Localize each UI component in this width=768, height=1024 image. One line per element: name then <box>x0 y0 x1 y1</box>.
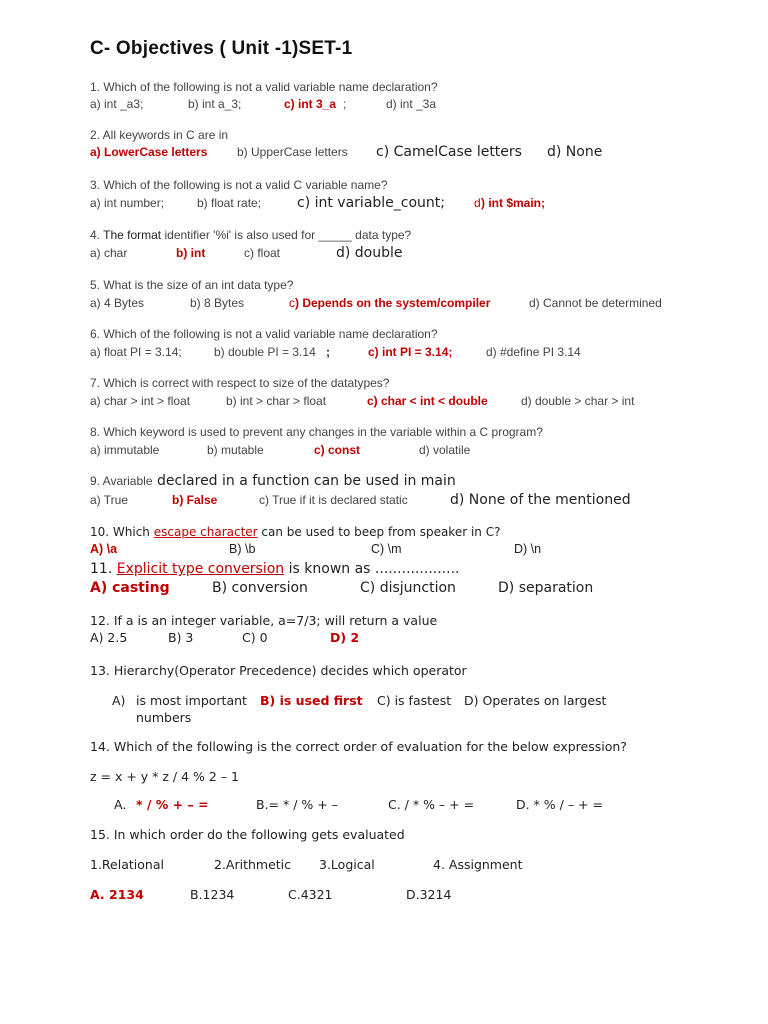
options-3 <box>90 196 730 214</box>
question-10-start: 10. Which <box>90 525 154 539</box>
options-10 <box>90 542 730 560</box>
option-7b: b) int > char > float <box>226 394 327 408</box>
option-2b: b) UpperCase letters <box>237 145 348 159</box>
escape-character-link[interactable]: escape character <box>153 525 258 539</box>
option-4c: c) float <box>244 246 281 260</box>
option-15c: C.4321 <box>288 887 333 902</box>
option-8d: d) volatile <box>419 443 471 457</box>
item-relational: 1.Relational <box>90 857 164 872</box>
option-7c-answer: c) char < int < double <box>367 394 488 408</box>
options-15 <box>90 887 730 905</box>
option-9a: a) True <box>90 493 129 507</box>
option-15a-answer: A. 2134 <box>90 887 144 902</box>
question-4-emphasis: The format <box>103 228 162 242</box>
question-14: 14. Which of the following is the correct order of evaluation for the below expression? <box>90 739 627 754</box>
option-13b-answer: B) is used first <box>260 693 363 708</box>
option-3d-answer: ) int $main; <box>481 196 546 210</box>
question-4-rest: identifier '%i' is also used for _____ data type? <box>161 228 412 242</box>
options-4 <box>90 246 730 264</box>
option-5b: b) 8 Bytes <box>190 296 245 310</box>
options-2 <box>90 145 730 163</box>
option-11b: B) conversion <box>212 580 308 596</box>
item-arithmetic: 2.Arithmetic <box>214 857 292 872</box>
question-7: 7. Which is correct with respect to size of the datatypes? <box>90 376 390 390</box>
option-5d: d) Cannot be determined <box>529 296 662 310</box>
option-1b: b) int a_3; <box>188 97 242 111</box>
option-6a: a) float PI = 3.14; <box>90 345 182 359</box>
question-9-rest: declared in a function can be used in main <box>152 473 456 489</box>
option-6d: d) #define PI 3.14 <box>486 345 581 359</box>
options-7 <box>90 394 730 412</box>
option-12b: B) 3 <box>168 630 194 645</box>
question-3: 3. Which of the following is not a valid C variable name? <box>90 178 388 192</box>
question-15: 15. In which order do the following gets evaluated <box>90 827 405 842</box>
option-3a: a) int number; <box>90 196 165 210</box>
options-9 <box>90 493 730 511</box>
options-8 <box>90 443 730 461</box>
option-2a-answer: a) LowerCase letters <box>90 145 208 159</box>
options-1 <box>90 97 730 115</box>
option-7d: d) double > char > int <box>521 394 635 408</box>
option-14a-answer: * / % + – = <box>136 797 209 812</box>
options-6 <box>90 345 730 363</box>
question-13: 13. Hierarchy(Operator Precedence) decides which operator <box>90 663 467 678</box>
options-12 <box>90 630 730 648</box>
option-9b-answer: b) False <box>172 493 218 507</box>
option-9d: d) None of the mentioned <box>450 492 631 508</box>
question-9 <box>90 473 456 489</box>
option-5c-answer: ) Depends on the system/compiler <box>295 296 491 310</box>
option-4d: d) double <box>336 245 403 261</box>
option-6c-answer: c) int PI = 3.14; <box>368 345 453 359</box>
options-14 <box>90 797 730 815</box>
option-8c-answer: c) const <box>314 443 361 457</box>
option-12d-answer: D) 2 <box>330 630 360 645</box>
option-10c: C) \m <box>371 542 402 556</box>
question-9-word: variable <box>110 474 153 488</box>
option-5c-prefix: c <box>289 296 295 310</box>
items-15 <box>90 857 730 875</box>
option-11c: C) disjunction <box>360 580 456 596</box>
option-11d: D) separation <box>498 580 594 596</box>
option-12c: C) 0 <box>242 630 268 645</box>
options-11 <box>90 580 730 598</box>
option-14b: B.= * / % + – <box>256 797 338 812</box>
page-title: C- Objectives ( Unit -1)SET-1 <box>90 38 353 59</box>
option-9c: c) True if it is declared static <box>259 493 408 507</box>
option-1d: d) int _3a <box>386 97 437 111</box>
option-3b: b) float rate; <box>197 196 262 210</box>
option-2c: c) CamelCase letters <box>376 144 522 160</box>
option-13c: C) is fastest <box>377 693 452 708</box>
option-10b: B) \b <box>229 542 256 556</box>
question-6: 6. Which of the following is not a valid variable name declaration? <box>90 327 438 341</box>
option-10a-answer: A) \a <box>90 542 118 556</box>
option-13a: is most important <box>136 693 247 708</box>
option-1c-suffix: ; <box>343 97 347 111</box>
option-6b: b) double PI = 3.14 <box>214 345 316 359</box>
question-2: 2. All keywords in C are in <box>90 128 229 142</box>
option-6b-suffix: ; <box>326 345 330 359</box>
option-13d-continued: numbers <box>136 710 192 725</box>
option-4b-answer: b) int <box>176 246 206 260</box>
option-5a: a) 4 Bytes <box>90 296 145 310</box>
option-15d: D.3214 <box>406 887 452 902</box>
option-3d-prefix: d <box>474 196 481 210</box>
option-13a-label: A) <box>112 693 126 708</box>
option-7a: a) char > int > float <box>90 394 191 408</box>
question-4 <box>90 228 411 242</box>
question-10 <box>90 525 500 539</box>
option-4a: a) char <box>90 246 128 260</box>
question-11-number: 11. <box>90 561 117 577</box>
options-13-continued <box>90 710 730 728</box>
expression: z = x + y * z / 4 % 2 – 1 <box>90 769 239 784</box>
option-3c: c) int variable_count; <box>297 195 446 211</box>
option-13d: D) Operates on largest <box>464 693 607 708</box>
option-14c: C. / * % – + = <box>388 797 475 812</box>
question-10-rest: can be used to beep from speaker in C? <box>257 525 501 539</box>
option-12a: A) 2.5 <box>90 630 128 645</box>
options-5 <box>90 296 730 314</box>
question-4-number: 4. <box>90 228 104 242</box>
item-logical: 3.Logical <box>319 857 375 872</box>
question-11 <box>90 561 459 577</box>
question-12: 12. If a is an integer variable, a=7/3; will return a value <box>90 613 438 628</box>
question-1: 1. Which of the following is not a valid variable name declaration? <box>90 80 438 94</box>
option-14d: D. * % / – + = <box>516 797 603 812</box>
explicit-type-conversion-link[interactable]: Explicit type conversion <box>116 561 285 577</box>
question-5: 5. What is the size of an int data type? <box>90 278 294 292</box>
option-11a-answer: A) casting <box>90 580 170 596</box>
question-8: 8. Which keyword is used to prevent any changes in the variable within a C program? <box>90 425 543 439</box>
option-15b: B.1234 <box>190 887 235 902</box>
option-10d: D) \n <box>514 542 542 556</box>
option-2d: d) None <box>547 144 603 160</box>
option-8a: a) immutable <box>90 443 160 457</box>
item-assignment: 4. Assignment <box>433 857 523 872</box>
option-14a-label: A. <box>114 797 127 812</box>
option-8b: b) mutable <box>207 443 264 457</box>
question-11-rest: is known as ................... <box>284 561 460 577</box>
question-9-number: 9. A <box>90 474 111 488</box>
option-1a: a) int _a3; <box>90 97 144 111</box>
option-1c-answer: c) int 3_a <box>284 97 337 111</box>
options-13 <box>90 693 730 711</box>
